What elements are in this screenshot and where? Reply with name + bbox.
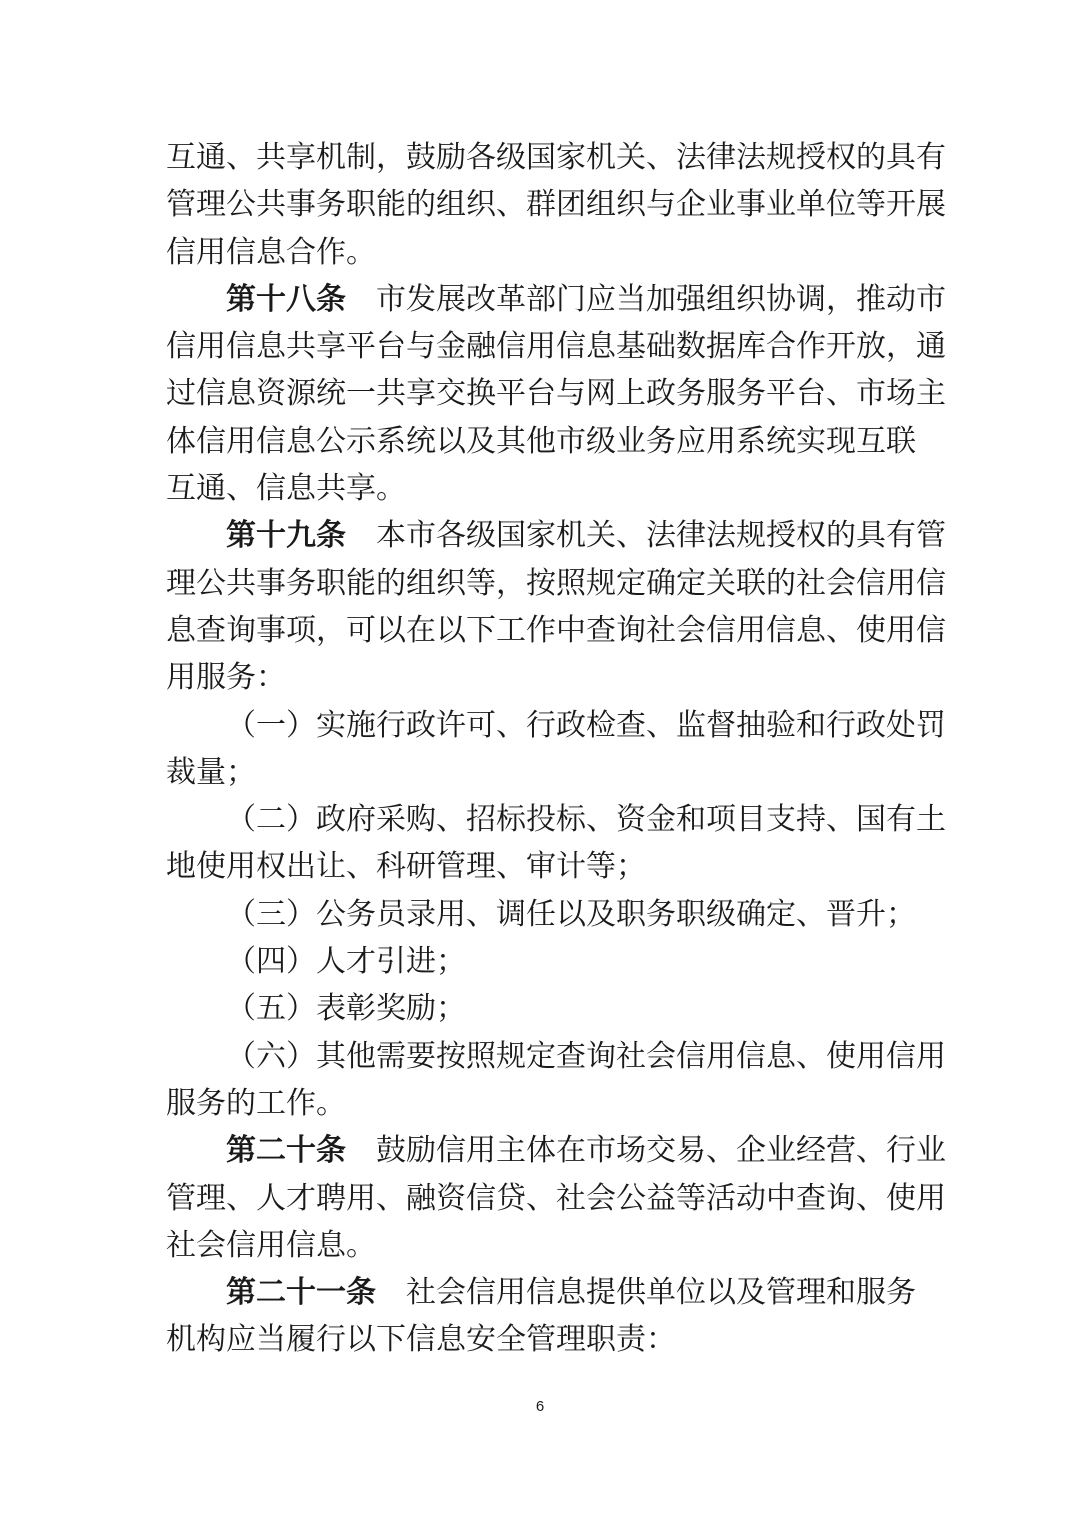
body-line: 地使用权出让、科研管理、审计等； (166, 849, 646, 885)
body-line: 信用信息共享平台与金融信用信息基础数据库合作开放，通 (166, 329, 946, 365)
list-item-4: （四）人才引进； (226, 944, 466, 980)
body-line: 过信息资源统一共享交换平台与网上政务服务平台、市场主 (166, 376, 946, 412)
body-line: 裁量； (166, 754, 256, 790)
body-line: 服务的工作。 (166, 1085, 346, 1121)
body-line: 机构应当履行以下信息安全管理职责： (166, 1322, 676, 1358)
document-body (166, 134, 946, 1364)
article-text: 本市各级国家机关、法律法规授权的具有管 (376, 518, 946, 554)
article-text: 鼓励信用主体在市场交易、企业经营、行业 (376, 1133, 946, 1169)
body-line: 社会信用信息。 (166, 1227, 376, 1263)
body-line: 互通、信息共享。 (166, 471, 406, 507)
article-18-first-line (166, 276, 946, 323)
article-heading: 第十九条 (226, 518, 346, 554)
page-number: 6 (535, 1398, 545, 1415)
body-line: 信用信息合作。 (166, 234, 376, 270)
list-item-3: （三）公务员录用、调任以及职务职级确定、晋升； (226, 896, 916, 932)
body-line: 息查询事项，可以在以下工作中查询社会信用信息、使用信 (166, 612, 946, 648)
article-20-first-line (166, 1127, 946, 1174)
list-item-5: （五）表彰奖励； (226, 991, 466, 1027)
body-line: 用服务： (166, 660, 286, 696)
body-line: 体信用信息公示系统以及其他市级业务应用系统实现互联 (166, 423, 916, 459)
article-text: 市发展改革部门应当加强组织协调，推动市 (376, 281, 946, 317)
body-line: 互通、共享机制，鼓励各级国家机关、法律法规授权的具有 (166, 140, 946, 175)
list-item-6-first-line: （六）其他需要按照规定查询社会信用信息、使用信用 (226, 1038, 946, 1074)
list-item-2-first-line: （二）政府采购、招标投标、资金和项目支持、国有土 (226, 802, 946, 838)
list-item-1-first-line: （一）实施行政许可、行政检查、监督抽验和行政处罚 (226, 707, 946, 743)
body-line: 管理、人才聘用、融资信贷、社会公益等活动中查询、使用 (166, 1180, 946, 1216)
article-19-first-line (166, 512, 946, 559)
article-heading: 第十八条 (226, 281, 346, 317)
body-line: 理公共事务职能的组织等，按照规定确定关联的社会信用信 (166, 565, 946, 601)
article-text: 社会信用信息提供单位以及管理和服务 (406, 1275, 916, 1311)
article-heading: 第二十条 (226, 1133, 346, 1169)
article-heading: 第二十一条 (226, 1275, 376, 1311)
article-21-first-line (166, 1269, 916, 1316)
body-line: 管理公共事务职能的组织、群团组织与企业事业单位等开展 (166, 187, 946, 223)
